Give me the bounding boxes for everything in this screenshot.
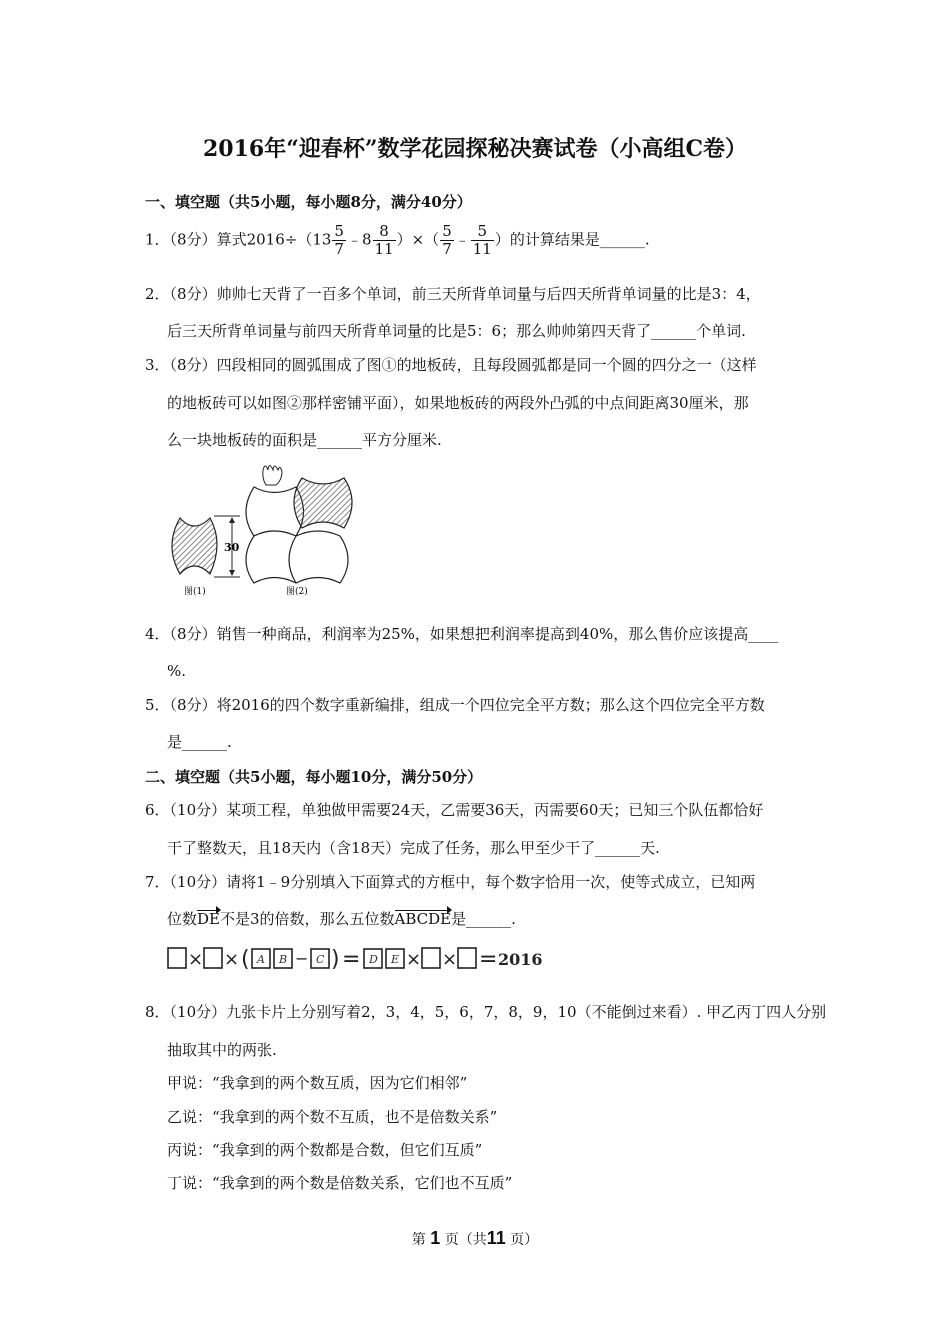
question-8-line-2: 抽取其中的两张. xyxy=(167,1041,277,1059)
question-5-line-1: 5．（8分）将2016的四个数字重新编排，组成一个四位完全平方数；那么这个四位完全平方数 xyxy=(145,696,765,714)
box-letter-d: D xyxy=(369,953,378,966)
q1-fraction-4: $\frac{5}{11}$ xyxy=(472,222,492,258)
overline-de: DE xyxy=(197,910,220,928)
page-footer: 第 1 页（共11 页） xyxy=(411,1228,539,1248)
section-1-heading: 一、填空题（共5小题，每小题8分，满分40分） xyxy=(145,193,472,211)
box-letter-a: A xyxy=(257,953,265,966)
svg-text:=: = xyxy=(342,947,361,972)
question-3-line-3: 么一块地板砖的面积是______平方分厘米. xyxy=(167,431,442,449)
svg-text:×: × xyxy=(442,949,458,970)
statement-bing: 丙说：“我拿到的两个数都是合数，但它们互质” xyxy=(167,1141,483,1159)
q1-minus-2: ﹣ xyxy=(454,230,470,249)
svg-text:×: × xyxy=(406,949,422,970)
svg-text:): ) xyxy=(331,947,340,972)
question-3-line-2: 的地板砖可以如图②那样密铺平面），如果地板砖的两段外凸弧的中点间距离30厘米，那 xyxy=(167,394,749,412)
question-6-line-2: 干了整数天，且18天内（含18天）完成了任务，那么甲至少干了______天. xyxy=(167,839,660,857)
q1-minus: ﹣8 xyxy=(346,230,372,249)
q1-fraction-1: $\frac{5}{7}$ xyxy=(334,222,344,258)
q7-equation-figure xyxy=(166,944,546,974)
question-2-line-1: 2．（8分）帅帅七天背了一百多个单词，前三天所背单词量与后四天所背单词量的比是3：4， xyxy=(145,285,761,303)
box-letter-b: B xyxy=(279,953,288,966)
svg-text:−: − xyxy=(295,949,309,968)
svg-text:(: ( xyxy=(241,947,250,972)
current-page: 1 xyxy=(430,1228,441,1248)
q1-fraction-3: $\frac{5}{7}$ xyxy=(442,222,452,258)
question-4-line-1: 4．（8分）销售一种商品，利润率为25%，如果想把利润率提高到40%，那么售价应该提高____ xyxy=(145,625,779,643)
q3-floor-tile-figure xyxy=(168,460,368,600)
fig-2-label: 图(2) xyxy=(286,587,308,597)
box-letter-c: C xyxy=(316,953,325,966)
q1-prefix: 1．（8分）算式2016÷（13 xyxy=(145,230,332,249)
svg-text:×: × xyxy=(224,949,240,970)
hand-icon xyxy=(263,466,282,486)
box-letter-e: E xyxy=(391,953,400,966)
q1-fraction-2: $\frac{8}{11}$ xyxy=(374,222,394,258)
question-5-line-2: 是______. xyxy=(167,733,232,751)
question-7-line-2: 位数DE不是3的倍数，那么五位数ABCDE是______. xyxy=(167,910,516,928)
question-2-line-2: 后三天所背单词量与前四天所背单词量的比是5：6；那么帅帅第四天背了______个单词. xyxy=(167,322,746,340)
tile-2-shaded xyxy=(294,478,352,528)
question-4-line-2: %. xyxy=(167,662,187,680)
question-8-line-1: 8．（10分）九张卡片上分别写着2，3，4，5，6，7，8，9，10（不能倒过来看）. 甲乙丙丁四人分别 xyxy=(145,1003,827,1021)
section-2-heading: 二、填空题（共5小题，每小题10分，满分50分） xyxy=(145,768,483,786)
svg-text:×: × xyxy=(188,949,204,970)
question-3-line-1: 3．（8分）四段相同的圆弧围成了图①的地板砖，且每段圆弧都是同一个圆的四分之一（这样 xyxy=(145,356,757,374)
question-1 xyxy=(145,223,650,258)
fig-1-label: 图(1) xyxy=(184,587,206,597)
statement-ding: 丁说：“我拿到的两个数是倍数关系，它们也不互质” xyxy=(167,1174,513,1192)
q1-times: ）×（ xyxy=(396,230,440,249)
statement-yi: 乙说：“我拿到的两个数不互质，也不是倍数关系” xyxy=(167,1108,498,1126)
measure-30-label: 30 xyxy=(224,541,240,554)
question-7-line-1: 7．（10分）请将1﹣9分别填入下面算式的方框中，每个数字恰用一次，使等式成立，已知两 xyxy=(145,873,756,891)
total-pages: 11 xyxy=(486,1228,506,1248)
equation-result: 2016 xyxy=(498,950,543,969)
tile-1-shape xyxy=(172,518,217,574)
q1-suffix: ）的计算结果是______. xyxy=(494,230,650,249)
svg-text:=: = xyxy=(479,947,498,972)
overline-abcde: ABCDE xyxy=(394,910,452,928)
statement-jia: 甲说：“我拿到的两个数互质，因为它们相邻” xyxy=(167,1074,468,1092)
question-6-line-1: 6．（10分）某项工程，单独做甲需要24天，乙需要36天，丙需要60天；已知三个队伍都恰好 xyxy=(145,801,764,819)
exam-title: 2016年“迎春杯”数学花园探秘决赛试卷（小高组C卷） xyxy=(202,136,748,162)
